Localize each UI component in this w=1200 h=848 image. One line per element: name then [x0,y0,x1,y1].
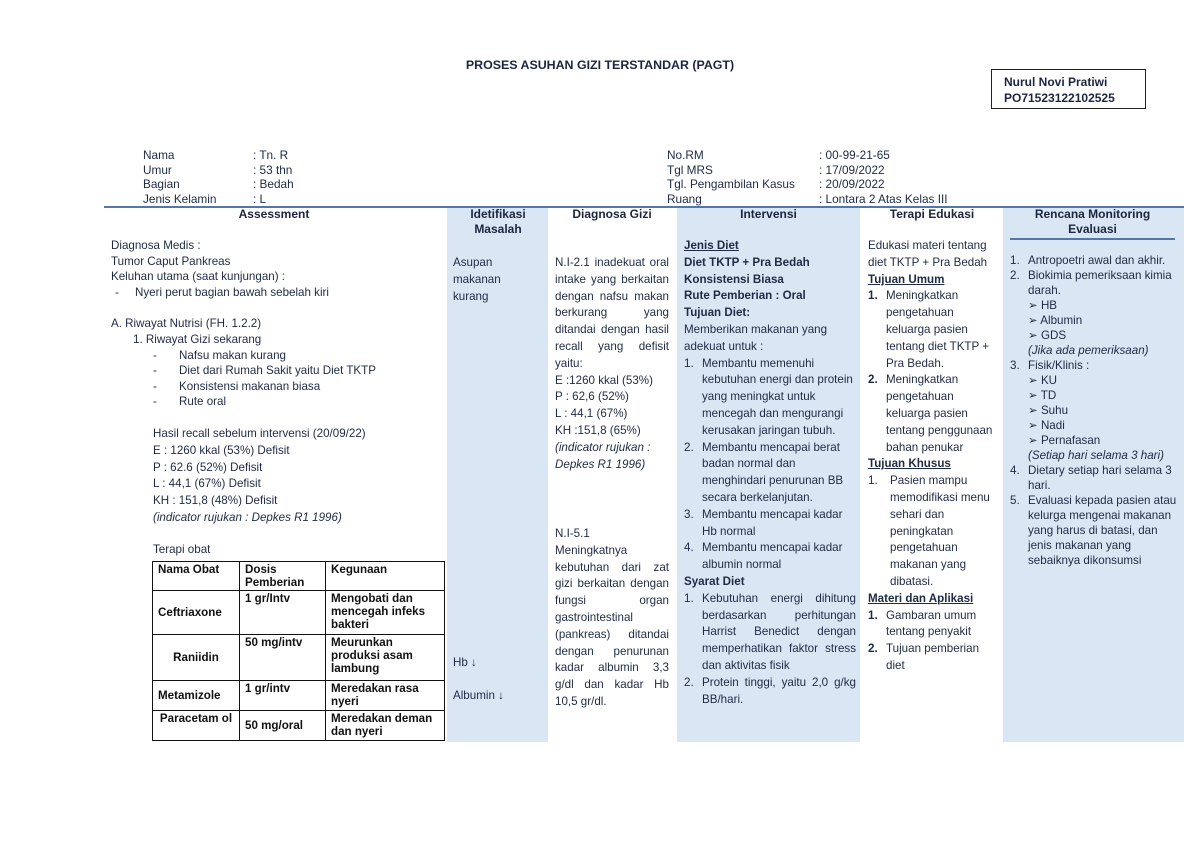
syarat-diet-title: Syarat Diet [684,574,745,588]
patient-row: Tgl. Pengambilan Kasus : 20/09/2022 [667,177,885,192]
identifikasi-main: Asupan makanan kurang [453,256,501,303]
diagnosa-value: P : 62,6 (52%) [555,390,629,404]
list-item: 1. Kebutuhan energi dihitung berdasarkan perhitungan Harrist Benedict dengan memperhatikan faktor stress dan aktivitas fisik [684,591,856,672]
list-item: - Konsistensi makanan biasa [153,379,321,393]
author-name: Nurul Novi Pratiwi [1004,75,1108,89]
patient-row: Nama : Tn. R [143,148,289,162]
diag-label: Diagnosa Medis : [111,239,201,252]
list-item: - Nafsu makan kurang [153,348,286,362]
patient-row: Tgl MRS : 17/09/2022 [667,162,885,177]
patient-row: No.RM : 00-99-21-65 [667,148,890,162]
tujuan-umum-title: Tujuan Umum [868,272,945,286]
list-item: ➢ Pernafasan [1028,434,1101,447]
identifikasi-hb: Hb ↓ [453,656,477,669]
patient-row: Jenis Kelamin : L [143,191,267,206]
list-item: 4. Membantu mencapai kadar albumin normal [684,541,843,572]
recall-item: KH : 151,8 (48%) Defisit [153,494,278,508]
author-id: PO71523122102525 [1004,91,1115,105]
list-item: 1. Membantu memenuhi kebutuhan energi dan protein yang meningkat untuk mencegah dan mengurangi kerusakan jaringan tubuh. [684,356,853,437]
author-box [991,69,1146,109]
header-monitoring: Rencana Monitoring Evaluasi [1010,207,1175,240]
recall-item: L : 44,1 (67%) Defisit [153,477,261,491]
terapi-label: Terapi obat [153,543,211,556]
table-header-row: Nama Obat Dosis Pemberian Kegunaan [153,562,445,591]
list-item: 2. Tujuan pemberian diet [868,642,980,672]
list-item: ➢ GDS [1028,329,1067,342]
diagnosa-1 [555,255,669,473]
recall-item: E : 1260 kkal (53%) Defisit [153,443,290,457]
list-item: 5. Evaluasi kepada pasien atau kelurga mengenai makanan yang harus di batasi, dan jenis makanan yang sebaiknya dikonsumsi [1010,494,1177,567]
edukasi-column [868,238,998,675]
sub-list [1010,373,1178,463]
diagnosa-value: E :1260 kkal (53%) [555,373,653,387]
document-title: PROSES ASUHAN GIZI TERSTANDAR (PAGT) [465,58,735,72]
riwayat-list [111,348,443,410]
tujuan-intro: Memberikan makanan yang adekuat untuk : [684,322,828,353]
list-item: ➢ Albumin [1028,314,1083,327]
table-row: Ceftriaxone 1 gr/Intv Mengobati dan mencegah infeks bakteri [153,591,445,635]
rute: Rute Pemberian : Oral [684,289,806,303]
list-item: ➢ KU [1028,374,1058,387]
diagnosa-2 [555,526,669,711]
table-row: Raniidin 50 mg/intv Meurunkan produksi asam lambung [153,635,445,681]
identifikasi-albumin: Albumin ↓ [453,689,504,702]
list-item: 2. Biokimia pemeriksaan kimia darah. [1010,269,1172,297]
table-row: Paracetam ol 50 mg/oral Meredakan deman dan nyeri [153,711,445,741]
arrow-bullet-icon: ➢ [1028,434,1041,447]
diagnosa-value: L : 44,1 (67%) [555,407,628,421]
jenis-diet-title: Jenis Diet [684,239,739,252]
list-item: 4. Dietary setiap hari selama 3 hari. [1010,464,1172,492]
list-item: 1. Antropoetri awal dan akhir. [1010,254,1166,267]
header-intervensi: Intervensi [740,207,797,221]
recall-block [111,426,443,527]
table-row: Metamizole 1 gr/intv Meredakan rasa nyeri [153,681,445,711]
header-edukasi: Terapi Edukasi [889,207,975,221]
recall-title: Hasil recall sebelum intervensi (20/09/22) [153,426,366,440]
diagnosa-value: KH :151,8 (65%) [555,423,641,437]
list-item: 1. Meningkatkan pengetahuan keluarga pasien tentang diet TKTP + Pra Bedah. [868,289,990,370]
list-item: - Diet dari Rumah Sakit yaitu Diet TKTP [153,364,376,378]
header-diagnosa: Diagnosa Gizi [572,207,652,221]
arrow-bullet-icon: ➢ [1028,389,1041,402]
arrow-bullet-icon: ➢ [1028,299,1041,312]
recall-item: P : 62.6 (52%) Defisit [153,460,263,474]
patient-row: Ruang : Lontara 2 Atas Kelas III [667,191,948,206]
arrow-bullet-icon: ➢ [1028,419,1041,432]
monitoring-column [1010,253,1178,568]
note: (Setiap hari selama 3 hari) [1028,449,1164,462]
tujuan-diet-title: Tujuan Diet: [684,306,751,320]
diag-value: Tumor Caput Pankreas [111,254,231,268]
assessment-column [111,238,443,527]
materi-title: Materi dan Aplikasi [868,591,974,605]
keluhan-label: Keluhan utama (saat kunjungan) : [111,270,286,284]
list-item: 2. Membantu mencapai berat badan normal dan menghindari penurunan BB secara berkelanjutan. [684,440,844,504]
tujuan-khusus-title: Tujuan Khusus [868,457,951,471]
konsistensi: Konsistensi Biasa [684,272,784,286]
arrow-bullet-icon: ➢ [1028,404,1041,417]
list-item: - Rute oral [153,395,227,409]
list-item: 2. Protein tinggi, yaitu 2,0 g/kg BB/hari. [684,675,856,706]
recall-ref: (indicator rujukan : Depkes R1 1996) [153,510,342,524]
patient-row: Umur : 53 thn [143,162,293,177]
edukasi-intro: Edukasi materi tentang diet TKTP + Pra Bedah [868,239,988,269]
diagnosa-2-code: N.I-5.1 [555,527,590,540]
patient-row: Bagian : Bedah [143,177,294,192]
list-item: ➢ Suhu [1028,404,1069,417]
arrow-bullet-icon: ➢ [1028,329,1041,342]
riwayat-sub: 1. Riwayat Gizi sekarang [133,332,262,346]
sub-list [1010,298,1178,358]
diagnosa-2-text: Meningkatnya kebutuhan dari zat gizi berkaitan dengan fungsi organ gastrointestinal (pankreas) ditandai dengan penurunan kadar albumin 3,3 g/dl dan kadar Hb 10,5 gr/dl. [555,543,669,708]
note: (Jika ada pemeriksaan) [1028,344,1149,357]
arrow-bullet-icon: ➢ [1028,314,1041,327]
intervensi-column [684,238,856,708]
list-item: 3. Membantu mencapai kadar Hb normal [684,507,843,538]
list-item: 1. Pasien mampu memodifikasi menu sehari dan peningkatan pengetahuan makanan yang dibatasi. [868,474,990,588]
header-identifikasi: Idetifikasi Masalah [470,207,526,236]
list-item: 1. Gambaran umum tentang penyakit [868,608,977,639]
arrow-bullet-icon: ➢ [1028,374,1041,387]
jenis-diet-value: Diet TKTP + Pra Bedah [684,255,810,269]
list-item: ➢ Nadi [1028,419,1065,432]
patient-info-right [667,148,948,206]
drug-table [152,561,445,741]
list-item: 3. Fisik/Klinis : [1010,359,1090,372]
diagnosa-ref: (indicator rujukan : Depkes R1 1996) [555,440,651,471]
list-item: ➢ TD [1028,389,1057,402]
header-assessment: Assessment [238,207,310,221]
list-item: ➢ HB [1028,299,1058,312]
list-item: 2. Meningkatkan pengetahuan keluarga pasien tentang penggunaan bahan penukar [868,373,993,454]
riwayat-title: A. Riwayat Nutrisi (FH. 1.2.2) [111,317,262,331]
diagnosa-1-text: N.I-2.1 inadekuat oral intake yang berkaitan dengan nafsu makan berkurang yang ditandai dengan hasil recall yang defisit yaitu: [555,256,669,370]
keluhan-item: - Nyeri perut bagian bawah sebelah kiri [115,285,329,299]
patient-info-left [143,148,294,206]
